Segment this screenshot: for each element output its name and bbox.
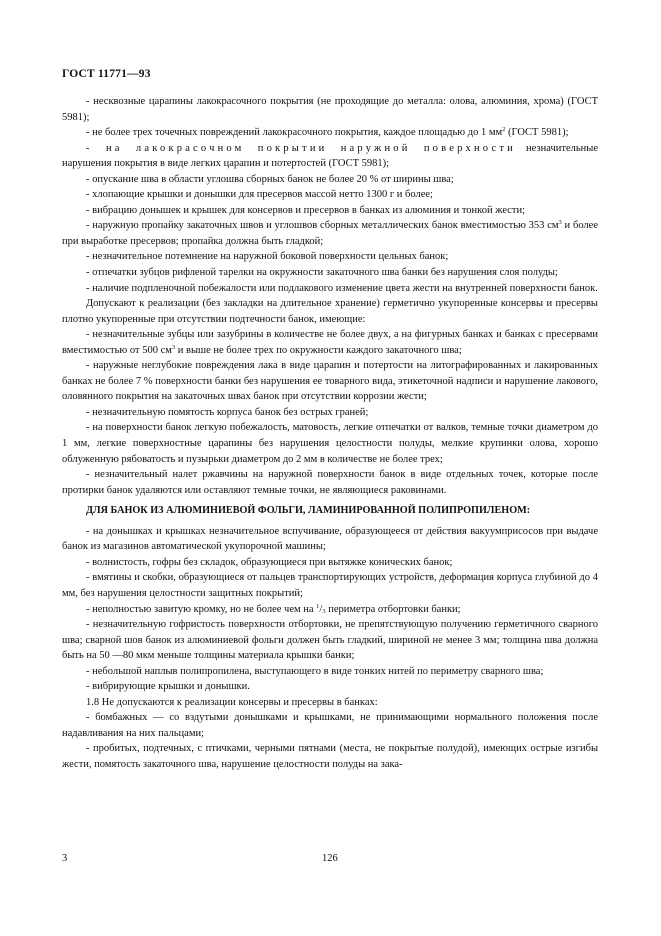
paragraph: - на донышках и крышках незначительное вспучивание, образующееся от действия вакуумприсосов при выдаче банок из магазинов автоматической укупорочной машины; [62,525,598,553]
paragraph: Допускают к реализации (без закладки на длительное хранение) герметично укупоренные консервы и пресервы плотно укупоренные при отсутствии подтечности банок, имеющие: [62,298,598,325]
paragraph: - вибрацию донышек и крышек для консервов и пресервов в банках из алюминия и тонкой жести; [86,204,526,216]
paragraph: - отпечатки зубцов рифленой тарелки на окружности закаточного шва банки без нарушения слоя полуды; [86,267,558,279]
superscript: 2 [502,126,506,134]
paragraph: - незначительные зубцы или зазубрины в количестве не более двух, а на фигурных банках и банках с пресервами вместимостью от 500 $см^3$ и выше не более трех по окружности каждого закаточного шва; [62,329,598,356]
section-heading: ДЛЯ БАНОК ИЗ АЛЮМИНИЕВОЙ ФОЛЬГИ, ЛАМИНИРОВАННОЙ ПОЛИПРОПИЛЕНОМ: [86,505,531,517]
paragraph: - на поверхности банок легкую побежалость, матовость, легкие отпечатки от валков, темные точки диаметром до 1 мм, легкие поверхностные царапины без нарушения целостности полуды, мелкие крупинки олова, хорошо облуженную рябоватость и пузырьки диаметром до 2 мм в количестве не более трех; [62,422,598,465]
paragraph: - небольшой наплыв полипропилена, выступающего в виде тонких нитей по периметру сварного шва; [86,665,544,677]
paragraph: - опускание шва в области углошва сборных банок не более 20 % от ширины шва; [86,173,454,185]
paragraph: - вмятины и скобки, образующиеся от пальцев транспортирующих устройств, деформация корпуса глубиной до 4 мм, без нарушения целостности защитных покрытий; [62,572,598,599]
paragraph: - пробитых, подтечных, с птичками, черными пятнами (места, не покрытые полудой), имеющих острые изгибы жести, помятость закаточного шва, нарушение целостности полуды на зака- [62,743,598,770]
paragraph: - наличие подпленочной побежалости или подлакового изменение цвета жести на внутренней поверхности банок. [86,282,598,294]
page-number: 126 [322,853,338,864]
paragraph: - неполностью завитую кромку, но не более чем на $^1/_3$ периметра отбортовки банки; [86,602,461,615]
footer-left-number: 3 [62,853,68,864]
paragraph: - незначительное потемнение на наружной боковой поверхности цельных банок; [86,251,449,263]
paragraph: - на лакокрасочном покрытии наружной поверхности незначительные нарушения покрытия в виде легких царапин и потертостей (ГОСТ 5981); [62,142,598,170]
paragraph: - вибрирующие крышки и донышки. [86,681,250,693]
paragraph: - незначительный налет ржавчины на наружной поверхности банок в виде отдельных точек, которые после протирки банок удаляются или оставляют темные точки, не являющиеся раковинами. [62,469,598,496]
paragraph: - хлопающие крышки и донышки для пресервов массой нетто 1300 г и более; [86,189,433,201]
spaced-text: - на лакокрасочном покрытии наружной поверхности [86,142,516,154]
paragraph: - наружную пропайку закаточных швов и углошвов сборных металлических банок вместимостью 353 $см^3$ и более при выработке пресервов; пропайка должна быть гладкой; [62,219,598,247]
fraction-numerator: 1 [316,602,320,610]
paragraph: - бомбажных — со вздутыми донышками и крышками, не принимающими нормального положения после надавливания на них пальцами; [62,712,598,739]
fraction-denominator: 3 [322,607,326,615]
standard-header: ГОСТ 11771—93 [62,68,151,80]
paragraph: - незначительную помятость корпуса банок без острых граней; [86,406,369,418]
paragraph: - волнистость, гофры без складок, образующиеся при вытяжке конических банок; [86,556,453,568]
superscript: 3 [171,343,176,351]
paragraph: - не более трех точечных повреждений лакокрасочного покрытия, каждое площадью до 1 $мм^2$ (ГОСТ 5981); [86,126,569,139]
paragraph: - незначительную гофристость поверхности отбортовки, не препятствующую получению герметичного сварного шва; сварной шов банок из алюминиевой фольги должен быть гладкий, шириной не менее 3 мм; толщина шва должна быть на 50 —80 мкм меньше толщины материала крышки банки; [62,619,598,662]
document-body [62,94,598,773]
superscript: 3 [558,219,562,227]
paragraph: - наружные неглубокие повреждения лака в виде царапин и потертости на литографированных и лакированных банках не более 7 % поверхности банки без нарушения ее товарного вида, этикеточной надписи и нарушение лакового, оловянного покрытия на закаточных швах банок при отсутствии коррозии жести; [62,360,598,403]
paragraph: - несквозные царапины лакокрасочного покрытия (не проходящие до металла: олова, алюминия, хрома) (ГОСТ 5981); [62,96,598,123]
paragraph: 1.8 Не допускаются к реализации консервы и пресервы в банках: [86,696,378,708]
